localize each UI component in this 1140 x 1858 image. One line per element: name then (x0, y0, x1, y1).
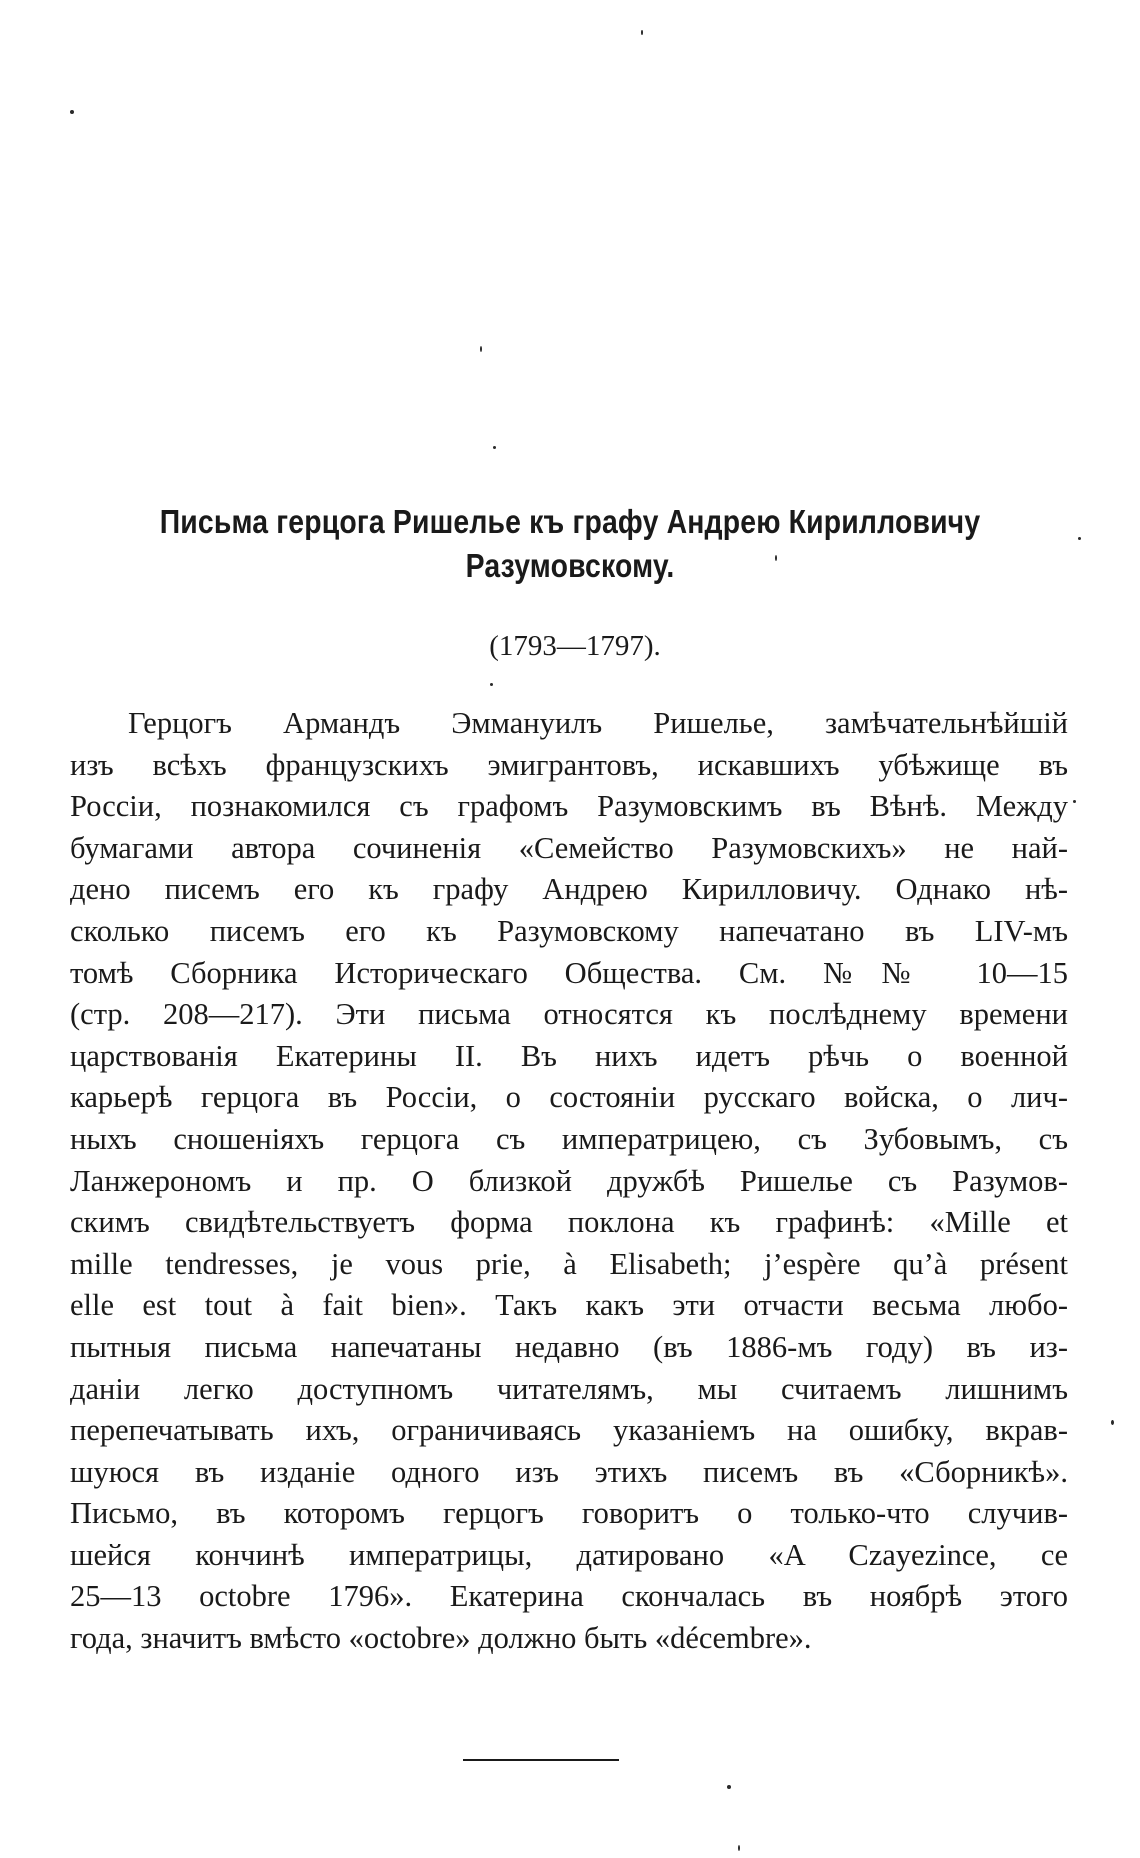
text-line: царствованія Екатерины II. Въ нихъ идетъ рѣчь о военной (70, 1038, 1068, 1073)
scan-speck (738, 1845, 740, 1851)
scan-speck (490, 683, 493, 686)
text-line: даніи легко доступномъ читателямъ, мы считаемъ лишнимъ (70, 1371, 1068, 1406)
text-line: Герцогъ Армандъ Эммануилъ Ришелье, замѣчательнѣйшій (128, 706, 1068, 740)
article-title (157, 500, 983, 588)
text-line: шуюся въ изданіе одного изъ этихъ писемъ въ «Сборникѣ». (70, 1454, 1068, 1489)
scan-speck (493, 446, 496, 449)
text-line: mille tendresses, je vous prie, à Elisabeth; j’espère qu’à présent (70, 1246, 1068, 1281)
title-line: Разумовскому. (465, 547, 675, 584)
text-line: скимъ свидѣтельствуетъ форма поклона къ графинѣ: «Mille et (70, 1205, 1068, 1240)
text-line: томѣ Сборника Историческаго Общества. См. №№ 10—15 (70, 955, 1068, 990)
scan-speck (1078, 537, 1081, 540)
text-line: elle est tout à fait bien». Такъ какъ эти отчасти весьма любо- (70, 1288, 1068, 1323)
text-line: карьерѣ герцога въ Россіи, о состояніи русскаго войска, о лич- (70, 1080, 1068, 1115)
text-line: перепечатывать ихъ, ограничиваясь указаніемъ на ошибку, вкрав- (70, 1413, 1068, 1448)
text-line: (стр. 208—217). Эти письма относятся къ послѣднему времени (70, 997, 1068, 1032)
section-divider (463, 1759, 619, 1761)
scan-speck (480, 346, 482, 352)
text-line: ныхъ сношеніяхъ герцога съ императрицею, съ Зубовымъ, съ (70, 1121, 1068, 1156)
scan-speck (727, 1785, 731, 1789)
date-range: (1793—1797). (489, 630, 661, 662)
text-line: Письмо, въ которомъ герцогъ говоритъ о только-что случив- (70, 1496, 1068, 1531)
text-line: шейся кончинѣ императрицы, датировано «A Czayezince, ce (70, 1537, 1068, 1572)
text-line: года, значитъ вмѣсто «octobre» должно быть «décembre». (70, 1621, 812, 1656)
text-line: изъ всѣхъ французскихъ эмигрантовъ, искавшихъ убѣжище въ (70, 747, 1068, 782)
text-line: Россіи, познакомился съ графомъ Разумовскимъ въ Вѣнѣ. Между (70, 789, 1068, 824)
text-line: 25—13 octobre 1796». Екатерина скончалась въ ноябрѣ этого (70, 1579, 1068, 1614)
text-line: дено писемъ его къ графу Андрею Кирилловичу. Однако нѣ- (70, 872, 1068, 907)
title-line: Письма герцога Ришелье къ графу Андрею Кирилловичу (159, 503, 981, 540)
scan-speck (641, 30, 643, 35)
text-line: бумагами автора сочиненія «Семейство Разумовскихъ» не най- (70, 830, 1068, 865)
scan-speck (1073, 800, 1076, 803)
body-paragraph (70, 703, 1068, 1660)
text-line: пытныя письма напечатаны недавно (въ 1886-мъ году) въ из- (70, 1329, 1068, 1364)
text-line: Ланжерономъ и пр. О близкой дружбѣ Ришелье съ Разумов- (70, 1163, 1068, 1198)
scan-speck (70, 110, 74, 114)
scan-speck (1111, 1420, 1114, 1425)
text-line: сколько писемъ его къ Разумовскому напечатано въ LIV-мъ (70, 913, 1068, 948)
